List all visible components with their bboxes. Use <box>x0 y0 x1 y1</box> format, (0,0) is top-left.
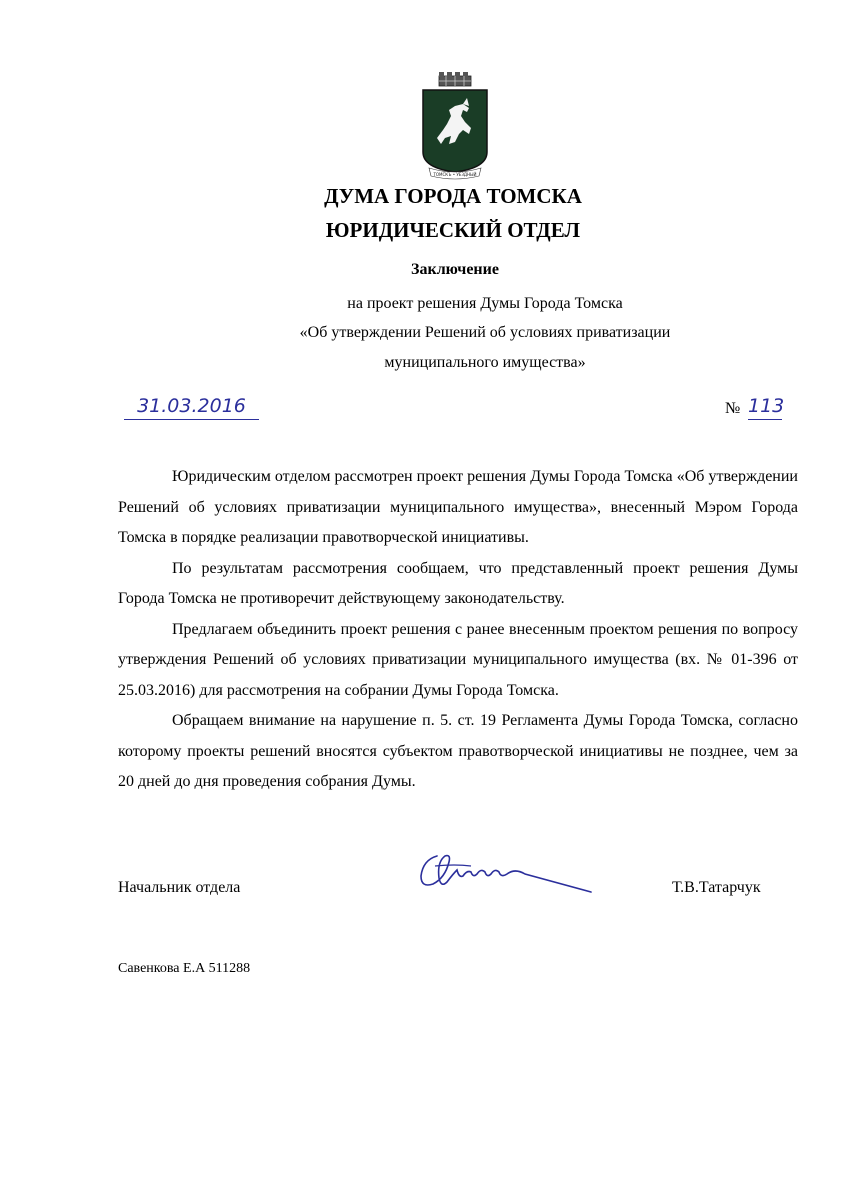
svg-text:ТОМСКЪ • УЕЗДНЫЙ: ТОМСКЪ • УЕЗДНЫЙ <box>433 172 477 177</box>
city-emblem <box>419 72 491 180</box>
signature-icon <box>415 848 595 900</box>
subject-line-1: на проект решения Думы Города Томска <box>347 295 623 312</box>
document-date: 31.03.2016 <box>124 393 259 420</box>
body-paragraph-4: Обращаем внимание на нарушение п. 5. ст. 19 Регламента Думы Города Томска, согласно которому проекты решений вносятся субъектом правотворческой инициативы не позднее, чем за 20 дней до дня проведения собрания Думы. <box>118 712 798 790</box>
executor-contact: Савенкова Е.А 511288 <box>118 961 251 976</box>
number-sign: № <box>725 400 741 417</box>
body-paragraph-3: Предлагаем объединить проект решения с ранее внесенным проектом решения по вопросу утверждения Решений об условиях приватизации муниципального имущества (вх. № 01-396 от 25.03.2016) для рассмотрения на собрании Думы Города Томска. <box>118 620 798 699</box>
signer-name: Т.В.Татарчук <box>672 879 761 896</box>
subject-line-3: муниципального имущества» <box>384 354 586 371</box>
document-number: 113 <box>748 393 782 420</box>
organization-name: ДУМА ГОРОДА ТОМСКА <box>324 184 582 208</box>
subject-line-2: «Об утверждении Решений об условиях приватизации <box>299 324 671 341</box>
body-paragraph-2: По результатам рассмотрения сообщаем, что представленный проект решения Думы Города Томска не противоречит действующему законодательству. <box>118 559 798 607</box>
horse-emblem-icon <box>419 72 491 180</box>
department-name: ЮРИДИЧЕСКИЙ ОТДЕЛ <box>325 218 581 242</box>
document-type: Заключение <box>411 261 499 278</box>
signer-title: Начальник отдела <box>118 879 241 896</box>
document-body <box>118 462 798 798</box>
handwritten-signature <box>415 848 595 900</box>
body-paragraph-1: Юридическим отделом рассмотрен проект решения Думы Города Томска «Об утверждении Решений об условиях приватизации муниципального имущества», внесенный Мэром Города Томска в порядке реализации правотворческой инициативы. <box>118 468 798 546</box>
